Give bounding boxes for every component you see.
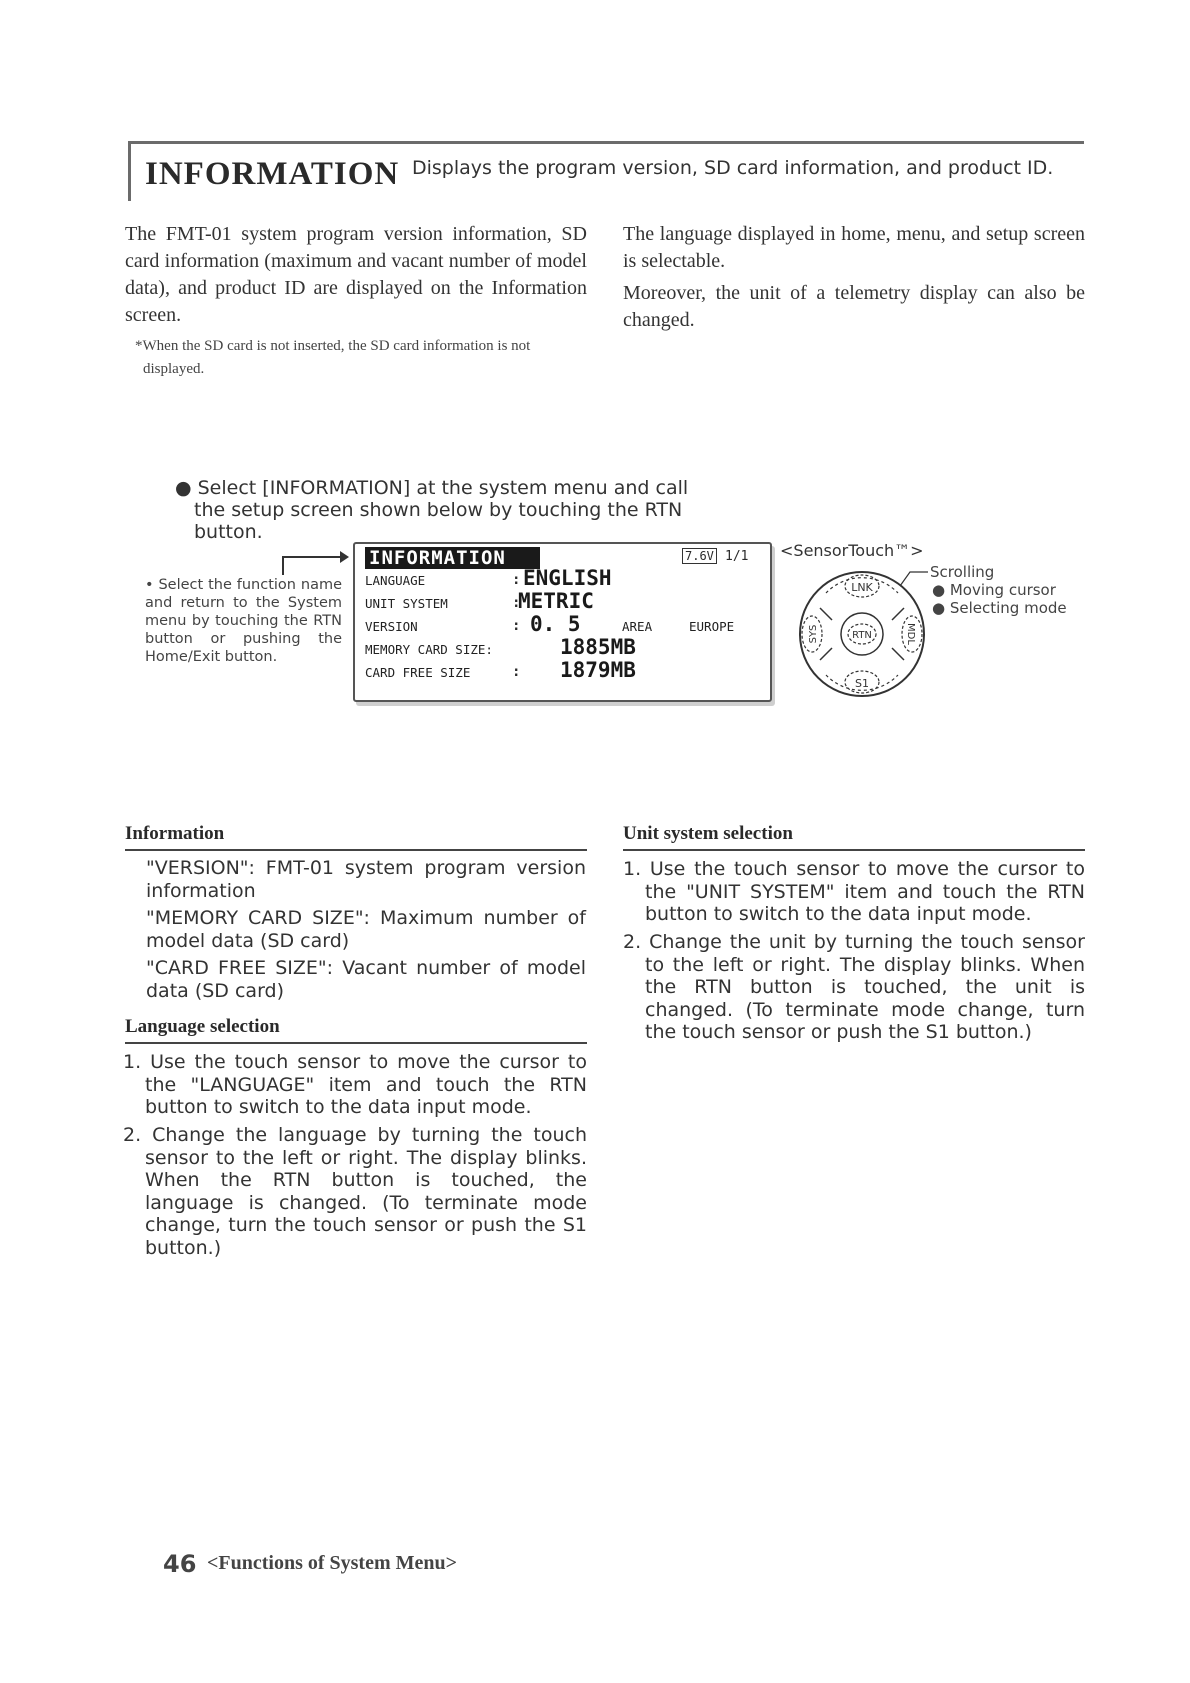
- unit-rule: [623, 849, 1085, 851]
- bullet-icon: ●: [932, 599, 950, 617]
- lcd-row-unit-sep: :: [512, 595, 521, 611]
- sensor-selecting-label: [932, 599, 1067, 617]
- callout-line: [282, 556, 342, 558]
- header-bar: [128, 141, 131, 201]
- unit-step-2: 2. Change the unit by turning the touch sensor to the left or right. The display blinks. When the RTN button is touched, the unit is changed. (To terminate mode change, turn the touch sensor or push the S1 button.): [623, 931, 1085, 1043]
- mdl-key-label[interactable]: MDL: [905, 623, 916, 645]
- bullet-icon: •: [145, 577, 159, 593]
- bullet-icon: ●: [932, 581, 950, 599]
- unit-step-1: 1. Use the touch sensor to move the cursor to the "UNIT SYSTEM" item and touch the RTN button to switch to the data input mode.: [623, 858, 1085, 925]
- callout-line-vertical: [282, 557, 284, 575]
- select-instruction: [175, 477, 714, 543]
- lcd-row-language-value[interactable]: ENGLISH: [523, 566, 612, 590]
- sensor-scrolling-label: Scrolling: [930, 563, 995, 581]
- battery-indicator: 7.6V: [682, 548, 717, 564]
- sensor-moving-label: [932, 581, 1056, 599]
- bullet-icon: ●: [175, 477, 198, 499]
- sensor-selecting-text: Selecting mode: [949, 599, 1067, 617]
- information-version-line: "VERSION": FMT-01 system program version information: [146, 857, 586, 902]
- lcd-row-version-sep: :: [512, 618, 521, 634]
- lcd-row-memory-value: 1885MB: [560, 635, 636, 659]
- lcd-row-memory-label: MEMORY CARD SIZE:: [365, 642, 493, 657]
- intro-note: *When the SD card is not inserted, the SD card information is not displayed.: [135, 338, 531, 377]
- information-memory-line: "MEMORY CARD SIZE": Maximum number of model data (SD card): [146, 907, 586, 952]
- lcd-row-free-sep: :: [512, 664, 521, 680]
- intro-paragraph-left: The FMT-01 system program version information, SD card information (maximum and vacant number of model data), and product ID are displayed on the Information screen.: [125, 223, 587, 326]
- intro-paragraph-right-1: The language displayed in home, menu, and setup screen is selectable.: [623, 223, 1085, 272]
- sensor-moving-text: Moving cursor: [949, 581, 1056, 599]
- language-rule: [125, 1042, 587, 1044]
- lcd-row-unit-value[interactable]: METRIC: [518, 589, 594, 613]
- lnk-key-label[interactable]: LNK: [851, 581, 873, 594]
- lcd-title: INFORMATION: [365, 547, 540, 569]
- page-title: INFORMATION: [145, 156, 400, 192]
- lcd-row-version-value: 0. 5: [530, 612, 581, 636]
- callout-arrow-icon: [340, 551, 349, 563]
- lcd-row-version-label: VERSION: [365, 619, 418, 634]
- footer-label: <Functions of System Menu>: [207, 1552, 458, 1574]
- callout-text-content: Select the function name and return to the System menu by touching the RTN button or pushing the Home/Exit button.: [145, 577, 342, 665]
- sensor-touch-dial[interactable]: [796, 568, 928, 700]
- s1-key-label[interactable]: S1: [855, 677, 869, 690]
- information-free-line: "CARD FREE SIZE": Vacant number of model data (SD card): [146, 957, 586, 1002]
- unit-heading: Unit system selection: [623, 823, 793, 844]
- sys-key-label[interactable]: SYS: [808, 624, 819, 644]
- lcd-row-unit-label[interactable]: UNIT SYSTEM: [365, 596, 448, 611]
- sensor-touch-title: <SensorTouch™>: [780, 541, 924, 560]
- lcd-screen: [353, 542, 772, 702]
- information-rule: [125, 849, 587, 851]
- rtn-key-label[interactable]: RTN: [852, 630, 872, 641]
- callout-text: [145, 576, 342, 666]
- language-heading: Language selection: [125, 1016, 280, 1037]
- page-description: Displays the program version, SD card information, and product ID.: [412, 157, 1054, 179]
- lcd-row-language-label[interactable]: LANGUAGE: [365, 573, 426, 588]
- language-step-1: 1. Use the touch sensor to move the cursor to the "LANGUAGE" item and touch the RTN button to switch to the data input mode.: [123, 1051, 587, 1118]
- lcd-row-language-sep: :: [512, 572, 521, 588]
- lcd-row-free-label: CARD FREE SIZE: [365, 665, 471, 680]
- lcd-row-free-value: 1879MB: [560, 658, 636, 682]
- information-heading: Information: [125, 823, 225, 844]
- page-number: 46: [163, 1550, 197, 1578]
- intro-paragraph-right-2: Moreover, the unit of a telemetry display can also be changed.: [623, 282, 1085, 331]
- lcd-area-label: AREA: [622, 619, 653, 634]
- header-rule: [128, 141, 1084, 144]
- page-indicator: 1/1: [725, 549, 749, 564]
- language-step-2: 2. Change the language by turning the touch sensor to the left or right. The display blinks. When the RTN button is touched, the language is changed. (To terminate mode change, turn the touch sensor or push the S1 button.): [123, 1124, 587, 1259]
- lcd-area-value: EUROPE: [689, 619, 735, 634]
- select-instruction-text: Select [INFORMATION] at the system menu and call the setup screen shown below by touching the RTN button.: [194, 477, 689, 543]
